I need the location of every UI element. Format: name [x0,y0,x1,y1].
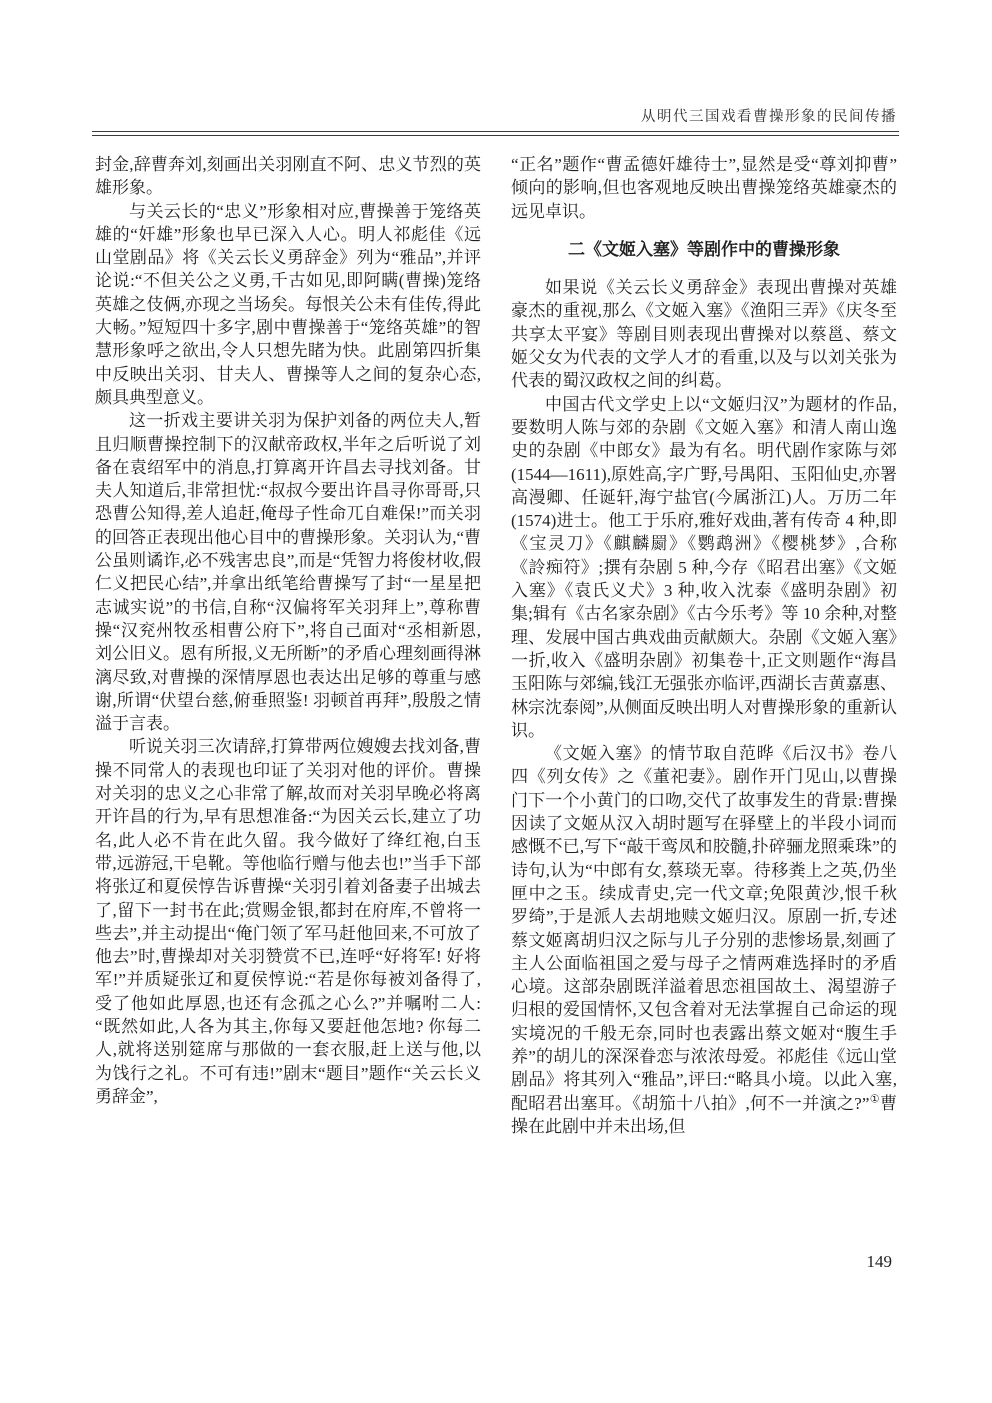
paragraph: 听说关羽三次请辞,打算带两位嫂嫂去找刘备,曹操不同常人的表现也印证了关羽对他的评价。曹操对关羽的忠义之心非常了解,故而对关羽早晚必将离开许昌的行为,早有思想准备:“为因关云长,建立了功名,此人必不肯在此久留。我今做好了绛红袍,白玉带,远游冠,干皂靴。等他临行赠与他去也!”当手下部将张辽和夏侯惇告诉曹操“关羽引着刘备妻子出城去了,留下一封书在此;赏赐金银,都封在府库,不曾将一些去”,并主动提出“俺门领了军马赶他回来,不可放了他去”时,曹操却对关羽赞赏不已,连呼“好将军! 好将军!”并质疑张辽和夏侯惇说:“若是你每被刘备得了,受了他如此厚恩,也还有念孤之心么?”并嘱咐二人:“既然如此,人各为其主,你每又要赶他怎地? 你每二人,就将送别筵席与那做的一套衣服,赶上送与他,以为饯行之礼。不可有违!”剧末“题目”题作“关云长义勇辞金”, [95,737,481,1106]
paragraph: 与关云长的“忠义”形象相对应,曹操善于笼络英雄的“奸雄”形象也早已深入人心。明人祁彪佳《远山堂剧品》将《关云长义勇辞金》列为“雅品”,并评论说:“不但关公之义勇,千古如见,即阿瞒(曹操)笼络英雄之伎俩,亦现之当场矣。每恨关公未有佳传,得此大畅。”短短四十多字,剧中曹操善于“笼络英雄”的智慧形象呼之欲出,令人只想先睹为快。此剧第四折集中反映出关羽、甘夫人、曹操等人之间的复杂心态,颇具典型意义。 [95,201,481,407]
body-columns [95,153,897,1138]
running-head-title: 从明代三国戏看曹操形象的民间传播 [641,109,897,125]
paragraph [511,742,897,1138]
footnote-marker: ① [869,1092,880,1105]
paragraph: 中国古代文学史上以“文姬归汉”为题材的作品,要数明人陈与郊的杂剧《文姬入塞》和清人南山逸史的杂剧《中郎女》最为有名。明代剧作家陈与郊(1544—1611),原姓高,字广野,号禺阳、玉阳仙史,亦署高漫卿、任诞轩,海宁盐官(今属浙江)人。万历二年(1574)进士。他工于乐府,雅好戏曲,著有传奇 4 种,即《宝灵刀》《麒麟罽》《鹦鹉洲》《樱桃梦》,合称《詅痴符》;撰有杂剧 5 种,今存《昭君出塞》《文姬入塞》《袁氏义犬》3 种,收入沈泰《盛明杂剧》初集;辑有《古名家杂剧》《古今乐考》等 10 余种,对整理、发展中国古典戏曲贡献颇大。杂剧《文姬入塞》一折,收入《盛明杂剧》初集卷十,正文则题作“海昌玉阳陈与郊编,钱江无强张亦临评,西湖长吉黄嘉惠、林宗沈泰阅”,从侧面反映出明人对曹操形象的重新认识。 [511,394,897,740]
paragraph: 这一折戏主要讲关羽为保护刘备的两位夫人,暂且归顺曹操控制下的汉献帝政权,半年之后听说了刘备在袁绍军中的消息,打算离开许昌去寻找刘备。甘夫人知道后,非常担忧:“叔叔今要出许昌寻你哥哥,只恐曹公知得,差人追赶,俺母子性命兀自难保!”而关羽的回答正表现出他心目中的曹操形象。关羽认为,“曹公虽则谲诈,必不残害忠良”,而是“凭智力将俊材收,假仁义把民心结”,并拿出纸笔给曹操写了封“一星星把志诚实说”的书信,自称“汉偏将军关羽拜上”,尊称曹操“汉兖州牧丞相曹公府下”,将自己面对“丞相新恩,刘公旧义。恩有所报,义无所断”的矛盾心理刻画得淋漓尽致,对曹操的深情厚恩也表达出足够的尊重与感谢,所谓“伏望台慈,俯垂照鉴! 羽顿首再拜”,殷殷之情溢于言表。 [95,411,481,734]
paragraph-continuation: “正名”题作“曹孟德奸雄待士”,显然是受“尊刘抑曹”倾向的影响,但也客观地反映出曹操笼络英雄豪杰的远见卓识。 [511,155,897,221]
paragraph-text: 《文姬入塞》的情节取自范晔《后汉书》卷八四《列女传》之《董祀妻》。剧作开门见山,以曹操门下一个小黄门的口吻,交代了故事发生的背景:曹操因读了文姬从汉入胡时题写在驿壁上的半段小词而感慨不已,写下“敲干鸾凤和胶髓,扑碎骊龙照乘珠”的诗句,认为“中郎有女,蔡琰无辜。待移粪上之英,仍坐匣中之玉。续成青史,完一代文章;免限黄沙,恨千秋罗绮”,于是派人去胡地赎文姬归汉。原剧一折,专述蔡文姬离胡归汉之际与儿子分别的悲惨场景,刻画了主人公面临祖国之爱与母子之情两难选择时的矛盾心境。这部杂剧既洋溢着思恋祖国故土、渴望游子归根的爱国情怀,又包含着对无法掌握自己命运的现实境况的千般无奈,同时也表露出蔡文姬对“腹生手养”的胡儿的深深眷恋与浓浓母爱。祁彪佳《远山堂剧品》将其列入“雅品”,评曰:“略具小境。以此入塞,配昭君出塞耳。《胡笳十八拍》,何不一并演之?” [511,744,897,1113]
section-heading: 二《文姬入塞》等剧作中的曹操形象 [568,239,840,259]
paragraph-continuation: 封金,辞曹奔刘,刻画出关羽刚直不阿、忠义节烈的英雄形象。 [95,155,481,198]
header-double-rule [92,131,899,136]
page-number: 149 [866,1252,892,1271]
left-column [95,153,481,1138]
paragraph-text: 曹操在此剧中并未出场,但 [511,1093,897,1136]
right-column [511,153,897,1138]
paragraph: 如果说《关云长义勇辞金》表现出曹操对英雄豪杰的重视,那么《文姬入塞》《渔阳三弄》《庆冬至共享太平宴》等剧目则表现出曹操对以蔡邕、蔡文姬父女为代表的文学人才的看重,以及与以刘关张为代表的蜀汉政权之间的纠葛。 [511,278,897,391]
